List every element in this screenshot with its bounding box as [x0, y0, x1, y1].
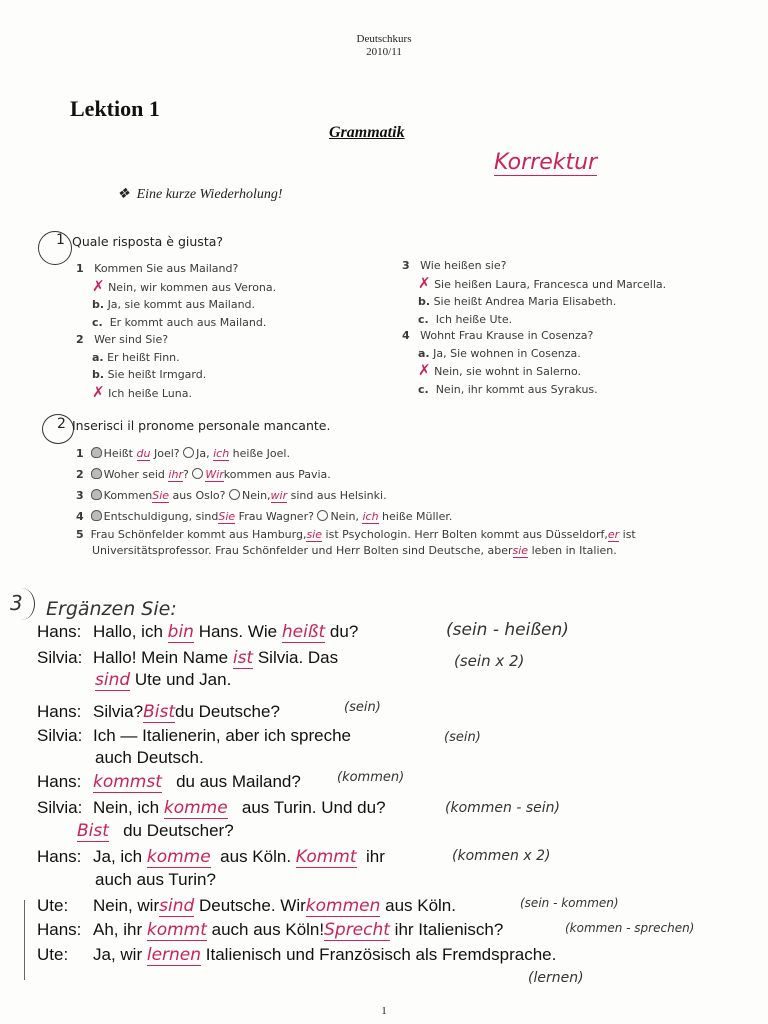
- dialogue-row-1: [37, 622, 358, 642]
- verb-hint: (kommen - sprechen): [565, 921, 695, 935]
- answer-label: c.: [418, 382, 429, 396]
- speaker-face-icon: [91, 447, 102, 458]
- pronoun-line-4: [76, 506, 636, 527]
- handwritten-answer: sind: [159, 896, 195, 916]
- handwritten-answer: kommt: [146, 920, 207, 940]
- course-year: 2010/11: [366, 46, 402, 58]
- dialogue-text: ihr: [365, 847, 385, 866]
- dialogue-row-12: [37, 896, 456, 916]
- intro-line: [117, 186, 283, 203]
- pronoun-lines: [76, 443, 636, 559]
- dialogue-text: Ja, ich: [93, 847, 143, 866]
- line-number: 5: [76, 528, 84, 541]
- section-title: Grammatik: [329, 124, 405, 141]
- answer-c: Ich heiße Luna.: [108, 386, 192, 400]
- handwritten-answer: Sprecht: [324, 920, 390, 940]
- pronoun-line-1: [76, 443, 636, 464]
- speaker-face-icon: [91, 489, 102, 500]
- dialogue-text: Hans. Wie: [198, 622, 278, 641]
- question-number: 4: [402, 329, 410, 342]
- verb-hint: (kommen): [337, 770, 405, 785]
- dialogue-text: ihr Italienisch?: [394, 920, 504, 939]
- line-text: ist Psychologin. Herr Bolten kommt aus Düsseldorf,: [325, 528, 608, 541]
- answer-label: b.: [418, 295, 431, 308]
- line-text: leben in Italien.: [531, 544, 617, 557]
- answer-label: b.: [92, 368, 105, 381]
- intro-text: Eine kurze Wiederholung!: [136, 187, 283, 202]
- answer-b: Sie heißt Andrea Maria Elisabeth.: [433, 295, 617, 308]
- line-text: Kommen: [103, 489, 153, 502]
- answer-b: Ja, sie kommt aus Mailand.: [107, 298, 256, 311]
- question-text: Wohnt Frau Krause in Cosenza?: [420, 329, 594, 342]
- dialogue-text: Silvia?: [93, 702, 144, 721]
- handwritten-answer: sind: [95, 670, 131, 690]
- pronoun-line-3: [76, 485, 636, 506]
- line-text: kommen aus Pavia.: [223, 468, 331, 481]
- verb-hint: (sein): [344, 700, 381, 715]
- dialogue-row-10: [37, 847, 385, 867]
- line-text: sind aus Helsinki.: [290, 489, 387, 502]
- dialogue-text: Nein, ich: [93, 798, 160, 817]
- line-text: Entschuldigung, sind: [103, 510, 219, 523]
- dialogue-text: auch aus Köln!: [211, 920, 325, 939]
- filled-pronoun: sie: [306, 528, 323, 541]
- dialogue-row-9: [77, 821, 234, 841]
- question-text: Wie heißen sie?: [420, 259, 507, 272]
- dialogue-row-7: [37, 772, 301, 792]
- question-2: [76, 331, 206, 402]
- line-text: heiße Müller.: [382, 510, 453, 523]
- line-text: ?: [182, 468, 189, 481]
- line-text: Joel?: [153, 447, 180, 460]
- speaker-face-icon: [192, 468, 203, 479]
- blank-line: —: [120, 726, 138, 745]
- exercise-2-prompt: Inserisci il pronome personale mancante.: [72, 418, 331, 433]
- question-text: Wer sind Sie?: [94, 333, 169, 346]
- dialogue-text: Ah, ihr: [93, 920, 143, 939]
- exercise-3-number: 3: [10, 591, 23, 615]
- dialogue-text: auch Deutsch.: [95, 748, 204, 767]
- dialogue-text: aus Turin. Und du?: [241, 798, 386, 817]
- question-1: [76, 260, 276, 331]
- handwritten-answer: Bist: [77, 821, 109, 841]
- verb-hint: (sein - heißen): [446, 620, 569, 640]
- answer-c: Ich heiße Ute.: [435, 312, 513, 326]
- answer-a: Ja, Sie wohnen in Cosenza.: [433, 346, 581, 360]
- dialogue-row-11: [95, 870, 216, 890]
- answer-c: Nein, ihr kommt aus Syrakus.: [435, 382, 598, 396]
- diamond-bullet-icon: ❖: [117, 187, 130, 202]
- dialogue-text: du Deutsche?: [175, 702, 280, 721]
- dialogue-row-2: [37, 648, 338, 668]
- speaker-label: Silvia:: [37, 798, 83, 817]
- pronoun-line-5: [76, 527, 636, 559]
- line-number: 2: [76, 468, 84, 481]
- answer-b: Sie heißt Irmgard.: [107, 368, 207, 381]
- line-text: Ja,: [196, 447, 210, 460]
- line-text: Frau Wagner?: [238, 510, 314, 523]
- pronoun-line-2: [76, 464, 636, 485]
- answer-a: Er heißt Finn.: [107, 350, 180, 364]
- exercise-1-prompt: Quale risposta è giusta?: [72, 234, 224, 249]
- question-text: Kommen Sie aus Mailand?: [94, 262, 239, 275]
- handwritten-answer: bin: [167, 622, 194, 642]
- line-text: Woher seid: [103, 468, 165, 481]
- answer-c: Er kommt auch aus Mailand.: [109, 315, 267, 329]
- dialogue-text: Italienisch und Französisch als Fremdsprache.: [205, 945, 557, 964]
- answer-b: Nein, sie wohnt in Salerno.: [434, 365, 582, 378]
- margin-line: [24, 900, 25, 980]
- correction-note: Korrektur: [494, 150, 598, 175]
- exercise-1-circle: [38, 231, 72, 265]
- dialogue-text: Deutsche. Wir: [199, 896, 306, 915]
- line-number: 3: [76, 489, 84, 502]
- speaker-label: Hans:: [37, 702, 82, 721]
- line-number: 4: [76, 510, 84, 523]
- filled-pronoun: Wir: [205, 468, 224, 481]
- speaker-face-icon: [317, 510, 328, 521]
- line-text: ist: [622, 528, 636, 541]
- filled-pronoun: er: [607, 528, 620, 541]
- answer-label: c.: [92, 315, 103, 329]
- cross-mark-icon: ✗: [418, 273, 431, 292]
- answer-label: a.: [92, 350, 104, 364]
- dialogue-row-8: [37, 798, 386, 818]
- filled-pronoun: ihr: [168, 468, 183, 481]
- dialogue-text: Ich: [93, 726, 116, 745]
- dialogue-row-3: [95, 670, 231, 690]
- verb-hint: (sein - kommen): [520, 896, 619, 910]
- handwritten-answer: lernen: [146, 945, 202, 965]
- exercise-2-number: 2: [57, 416, 66, 432]
- dialogue-text: Ja, wir: [93, 945, 143, 964]
- speaker-face-icon: [91, 510, 102, 521]
- question-4: [402, 327, 598, 398]
- exercise-3-heading: Ergänzen Sie:: [46, 598, 177, 620]
- dialogue-text: auch aus Turin?: [95, 870, 216, 889]
- cross-mark-icon: ✗: [418, 361, 431, 379]
- course-header: [0, 33, 768, 59]
- filled-pronoun: Sie: [152, 489, 170, 502]
- cross-mark-icon: ✗: [92, 276, 105, 295]
- dialogue-row-5: [37, 726, 351, 746]
- handwritten-answer: Kommt: [295, 847, 357, 867]
- question-number: 3: [402, 259, 410, 272]
- question-3: [402, 257, 666, 328]
- answer-label: b.: [92, 298, 105, 311]
- speaker-face-icon: [229, 489, 240, 500]
- filled-pronoun: wir: [270, 489, 288, 502]
- verb-hint: (sein x 2): [454, 652, 525, 670]
- answer-a: Nein, wir kommen aus Verona.: [108, 280, 277, 294]
- handwritten-answer: kommst: [93, 772, 162, 792]
- course-name: Deutschkurs: [356, 33, 412, 45]
- speaker-label: Hans:: [37, 622, 82, 641]
- answer-label: a.: [418, 346, 430, 360]
- speaker-label: Ute:: [37, 945, 69, 964]
- line-text: Nein,: [330, 510, 359, 523]
- speaker-label: Silvia:: [37, 726, 83, 745]
- verb-hint: (kommen x 2): [452, 848, 551, 864]
- verb-hint: (sein): [444, 730, 481, 745]
- handwritten-answer: Bist: [143, 702, 176, 722]
- line-text: Nein,: [242, 489, 271, 502]
- dialogue-row-6: [95, 748, 204, 768]
- speaker-label: Ute:: [37, 896, 69, 915]
- handwritten-answer: heißt: [281, 622, 326, 642]
- dialogue-text: Silvia. Das: [257, 648, 339, 667]
- dialogue-row-4: [37, 702, 280, 722]
- dialogue-text: Hallo, ich: [93, 622, 163, 641]
- handwritten-answer: kommen: [305, 896, 381, 916]
- line-text: Frau Schönfelder kommt aus Hamburg,: [90, 528, 307, 541]
- speaker-label: Hans:: [37, 772, 82, 791]
- verb-hint: (kommen - sein): [445, 800, 560, 816]
- question-number: 2: [76, 333, 84, 346]
- page-number: 1: [381, 1005, 387, 1017]
- handwritten-answer: ist: [232, 648, 254, 668]
- handwritten-answer: komme: [146, 847, 211, 867]
- speaker-label: Hans:: [37, 920, 82, 939]
- dialogue-text: Hallo! Mein Name: [93, 648, 229, 667]
- filled-pronoun: ich: [213, 447, 230, 460]
- verb-hint: (lernen): [528, 970, 584, 986]
- dialogue-row-14: [37, 945, 556, 965]
- dialogue-text: du aus Mailand?: [176, 772, 301, 791]
- dialogue-text: Ute und Jan.: [134, 670, 232, 689]
- line-text: Universitätsprofessor. Frau Schönfelder und Herr Bolten sind Deutsche, aber: [92, 544, 513, 557]
- speaker-label: Silvia:: [37, 648, 83, 667]
- dialogue-row-13: [37, 920, 503, 940]
- speaker-label: Hans:: [37, 847, 82, 866]
- dialogue-text: du Deutscher?: [123, 821, 234, 840]
- exercise-1-number: 1: [56, 232, 65, 248]
- speaker-face-icon: [183, 447, 194, 458]
- line-text: Heißt: [103, 447, 133, 460]
- line-number: 1: [76, 447, 84, 460]
- dialogue-text: aus Köln.: [220, 847, 292, 866]
- lesson-title: Lektion 1: [70, 96, 160, 121]
- filled-pronoun: Sie: [218, 510, 236, 523]
- dialogue-text: Italienerin, aber ich spreche: [142, 726, 351, 745]
- line-text: heiße Joel.: [232, 447, 290, 460]
- answer-a: Sie heißen Laura, Francesca und Marcella.: [434, 277, 667, 291]
- filled-pronoun: du: [136, 447, 151, 460]
- dialogue-text: du?: [329, 622, 359, 641]
- filled-pronoun: sie: [512, 544, 529, 557]
- dialogue-text: aus Köln.: [385, 896, 456, 915]
- line-text: aus Oslo?: [172, 489, 226, 502]
- filled-pronoun: ich: [362, 510, 379, 523]
- answer-label: c.: [418, 312, 429, 326]
- dialogue-text: Nein, wir: [93, 896, 160, 915]
- cross-mark-icon: ✗: [92, 382, 105, 401]
- handwritten-answer: komme: [163, 798, 228, 818]
- speaker-face-icon: [91, 468, 102, 479]
- question-number: 1: [76, 262, 84, 275]
